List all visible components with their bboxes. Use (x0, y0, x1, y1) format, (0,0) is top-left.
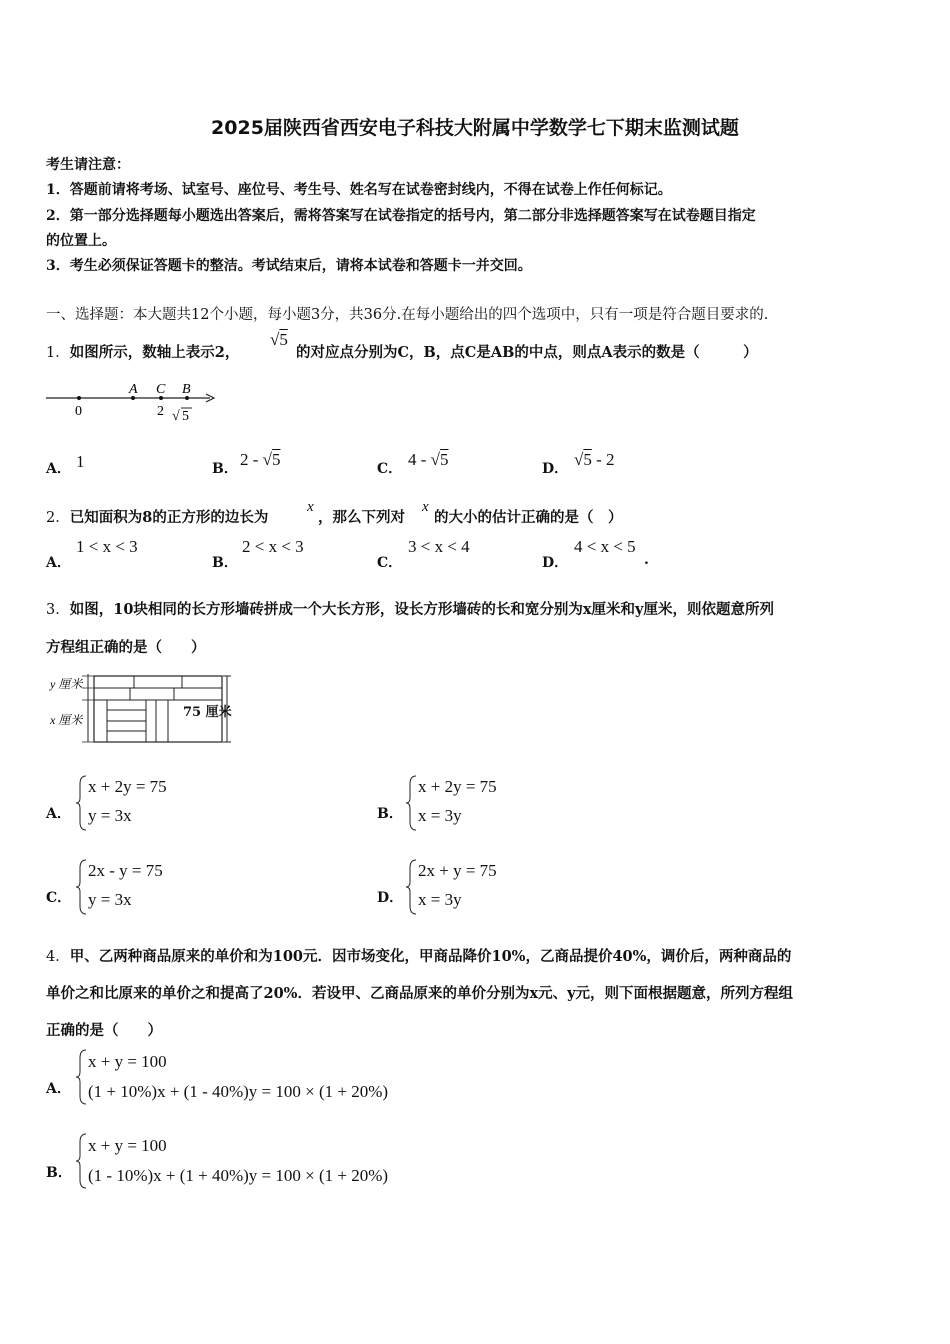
option-label: D． (542, 555, 569, 571)
equation: (1 - 10%)x + (1 + 40%)y = 100 × (1 + 20%) (88, 1166, 389, 1185)
label-zero: 0 (75, 404, 82, 419)
option-value: 1 (76, 452, 85, 471)
question-text: 如图，10块相同的长方形墙砖拼成一个大长方形，设长方形墙砖的长和宽分别为x厘米和y厘米，则依题意所列 (69, 601, 774, 618)
option-value: 2 - √5 (240, 450, 281, 469)
notice-item: 3．考生必须保证答题卡的整洁。考试结束后，请将本试卷和答题卡一并交回。 (46, 258, 532, 274)
question-text: 如图所示，数轴上表示2， (69, 344, 240, 361)
sqrt-symbol: √ (172, 409, 180, 424)
option-label: A． (46, 555, 71, 571)
equation: y = 3x (88, 806, 132, 825)
section-heading: 一、选择题：本大题共12个小题，每小题3分，共36分.在每小题给出的四个选项中，只有一项是符合题目要求的. (46, 307, 769, 323)
equation: x + y = 100 (88, 1136, 167, 1155)
equation: x + 2y = 75 (88, 777, 167, 796)
equation: x + 2y = 75 (418, 777, 497, 796)
brace-icon (76, 774, 88, 832)
question-3 (46, 598, 774, 619)
question-text: 甲、乙两种商品原来的单价和为100元．因市场变化，甲商品降价10%，乙商品提价40%，调价后，两种商品的 (69, 948, 792, 965)
label-a: A (129, 382, 138, 397)
brace-icon (406, 774, 418, 832)
option-label: C． (377, 461, 403, 477)
question-text: 正确的是（ ） (46, 1022, 162, 1039)
equation: x + y = 100 (88, 1052, 167, 1071)
question-number: 3． (46, 602, 70, 618)
total-height-label: 75 厘米 (183, 705, 232, 720)
option-end-period: . (644, 552, 649, 568)
variable-x: x (307, 499, 314, 515)
option-label: A． (46, 1081, 71, 1097)
equation: 2x - y = 75 (88, 861, 163, 880)
question-4 (46, 945, 791, 966)
question-number: 4． (46, 949, 70, 965)
notice-item: 1．答题前请将考场、试室号、座位号、考生号、姓名写在试卷密封线内，不得在试卷上作任何标记。 (46, 182, 672, 198)
question-1 (46, 341, 239, 362)
question-number: 1． (46, 345, 70, 361)
equation: x = 3y (418, 890, 462, 909)
label-b: B (182, 382, 191, 397)
question-text: 单价之和比原来的单价之和提高了20%．若设甲、乙商品原来的单价分别为x元、y元，则下面根据题意，所列方程组 (46, 985, 794, 1002)
question-text: 方程组正确的是（ ） (46, 639, 206, 656)
notice-heading: 考生请注意： (46, 157, 130, 173)
option-value: 4 < x < 5 (574, 537, 636, 556)
option-value: 3 < x < 4 (408, 537, 470, 556)
equation: 2x + y = 75 (418, 861, 497, 880)
option-label: B． (212, 555, 238, 571)
option-label: D． (377, 890, 404, 906)
option-value: 1 < x < 3 (76, 537, 138, 556)
brace-icon (76, 1132, 88, 1190)
option-label: B． (46, 1165, 72, 1181)
equation: x = 3y (418, 806, 462, 825)
brace-icon (76, 1048, 88, 1106)
page-title: 2025届陕西省西安电子科技大附属中学数学七下期末监测试题 (211, 117, 739, 139)
option-label: A． (46, 461, 71, 477)
question-text: 的对应点分别为C，B，点C是AB的中点，则点A表示的数是（ ） (296, 344, 758, 361)
option-label: C． (46, 890, 72, 906)
brace-icon (406, 858, 418, 916)
question-text: 已知面积为8的正方形的边长为 (69, 509, 269, 526)
option-value: 4 - √5 (408, 450, 449, 469)
label-c: C (156, 382, 166, 397)
option-value: √5 - 2 (574, 450, 615, 469)
notice-item: 2．第一部分选择题每小题选出答案后，需将答案写在试卷指定的括号内，第二部分非选择题答案写在试卷题目指定 (46, 208, 756, 224)
option-label: B． (377, 806, 403, 822)
option-value: 2 < x < 3 (242, 537, 304, 556)
question-text: ，那么下列对 (318, 509, 405, 526)
number-line-figure (44, 378, 219, 428)
notice-item: 的位置上。 (46, 233, 116, 249)
label-sqrt-five: 5 (182, 409, 189, 424)
option-label: B． (212, 461, 238, 477)
point-zero (77, 396, 81, 400)
y-label: y 厘米 (50, 677, 83, 691)
label-two: 2 (157, 404, 164, 419)
option-label: C． (377, 555, 403, 571)
variable-x: x (422, 499, 429, 515)
equation: y = 3x (88, 890, 132, 909)
x-label: x 厘米 (50, 713, 83, 727)
equation: (1 + 10%)x + (1 - 40%)y = 100 × (1 + 20%) (88, 1082, 389, 1101)
option-label: D． (542, 461, 569, 477)
option-label: A． (46, 806, 71, 822)
brace-icon (76, 858, 88, 916)
question-text: 的大小的估计正确的是（ ） (434, 509, 623, 526)
question-2 (46, 506, 268, 527)
sqrt-five: √5 (270, 330, 288, 349)
question-number: 2． (46, 510, 70, 526)
